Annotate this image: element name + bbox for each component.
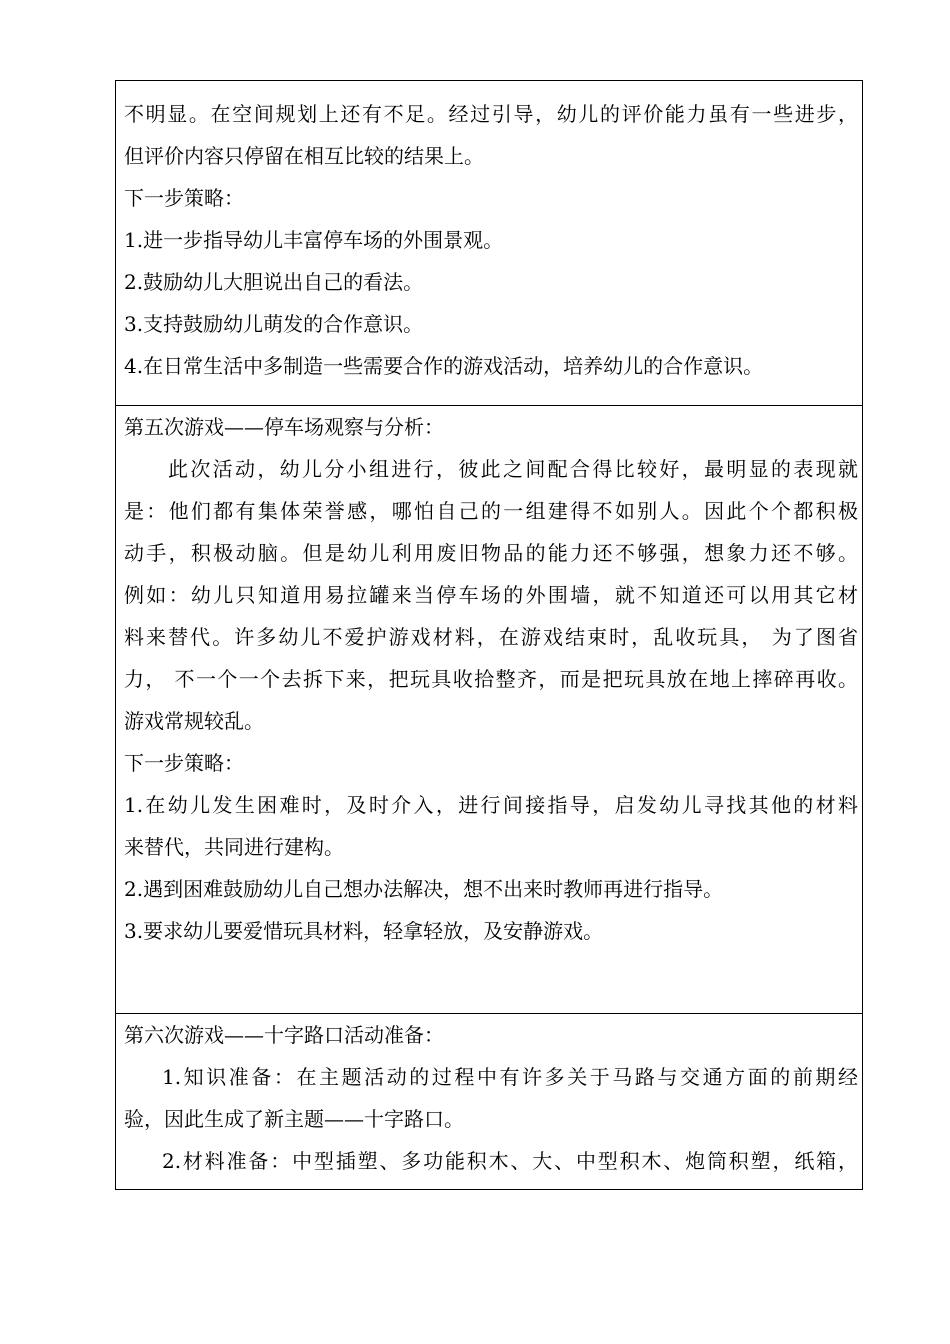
strategy-item: 来替代，共同进行建构。 xyxy=(124,835,344,859)
paragraph-line: 游戏常规较乱。 xyxy=(124,709,264,733)
strategy-item: 1.进一步指导幼儿丰富停车场的外围景观。 xyxy=(124,228,504,252)
paragraph-line: 1.知识准备：在主题活动的过程中有许多关于马路与交通方面的前期经 xyxy=(162,1065,858,1089)
strategy-item: 2.遇到困难鼓励幼儿自己想办法解决，想不出来时教师再进行指导。 xyxy=(124,877,724,901)
table-cell-game-5 xyxy=(116,406,862,1014)
paragraph-line: 但评价内容只停留在相互比较的结果上。 xyxy=(124,144,484,168)
strategy-item: 3.支持鼓励幼儿萌发的合作意识。 xyxy=(124,312,424,336)
strategy-item: 2.鼓励幼儿大胆说出自己的看法。 xyxy=(124,270,424,294)
paragraph-line: 例如：幼儿只知道用易拉罐来当停车场的外围墙，就不知道还可以用其它材 xyxy=(124,583,858,607)
strategy-heading: 下一步策略： xyxy=(124,186,244,210)
strategy-heading: 下一步策略： xyxy=(124,751,244,775)
section-heading: 第六次游戏——十字路口活动准备： xyxy=(124,1023,444,1047)
table-cell-game-6 xyxy=(116,1014,862,1189)
paragraph-line: 料来替代。许多幼儿不爱护游戏材料，在游戏结束时，乱收玩具， 为了图省 xyxy=(124,625,858,649)
paragraph-line: 是：他们都有集体荣誉感，哪怕自己的一组建得不如别人。因此个个都积极 xyxy=(124,499,858,523)
strategy-item: 3.要求幼儿要爱惜玩具材料，轻拿轻放，及安静游戏。 xyxy=(124,919,604,943)
table-cell-observation-part-4 xyxy=(116,81,862,406)
paragraph-line: 此次活动，幼儿分小组进行，彼此之间配合得比较好，最明显的表现就 xyxy=(168,457,858,481)
paragraph-line: 力， 不一个一个去拆下来，把玩具收拾整齐，而是把玩具放在地上摔碎再收。 xyxy=(124,667,858,691)
paragraph-line: 动手，积极动脑。但是幼儿利用废旧物品的能力还不够强，想象力还不够。 xyxy=(124,541,858,565)
section-heading: 第五次游戏——停车场观察与分析： xyxy=(124,415,444,439)
strategy-item: 4.在日常生活中多制造一些需要合作的游戏活动，培养幼儿的合作意识。 xyxy=(124,354,764,378)
document-table xyxy=(115,80,863,1190)
paragraph-line: 不明显。在空间规划上还有不足。经过引导，幼儿的评价能力虽有一些进步， xyxy=(124,102,858,126)
paragraph-line: 验，因此生成了新主题——十字路口。 xyxy=(124,1107,464,1131)
paragraph-line: 2.材料准备：中型插塑、多功能积木、大、中型积木、炮筒积塑，纸箱， xyxy=(162,1149,858,1173)
strategy-item: 1.在幼儿发生困难时，及时介入，进行间接指导，启发幼儿寻找其他的材料 xyxy=(124,793,858,817)
